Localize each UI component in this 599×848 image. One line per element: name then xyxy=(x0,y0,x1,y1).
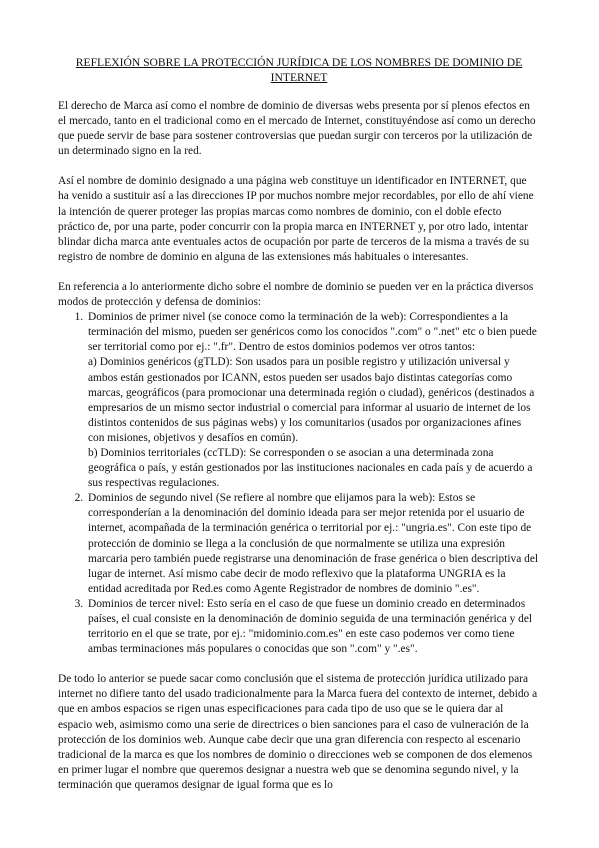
paragraph-domain-name: Así el nombre de dominio designado a una página web constituye un identificador en INTERNET, que ha venido a sustituir así a las direcciones IP por muchos nombre mejor recordables, por ello de ahí viene la intención de querer proteger las propias marcas como nombres de dominio, con el doble efecto práctico de, por una parte, poder concurrir con la propia marca en INTERNET y, por otro lado, intentar blindar dicha marca ante eventuales actos de ocupación por parte de terceros de la misma a través de su registro de nombre de dominio en alguna de las extensiones más habituales o interesantes. xyxy=(58,175,534,263)
list-intro: En referencia a lo anteriormente dicho sobre el nombre de dominio se pueden ver en la práctica diversos modos de protección y defensa de dominios: xyxy=(58,280,534,309)
document-page xyxy=(58,55,540,808)
paragraph-conclusion: De todo lo anterior se puede sacar como conclusión que el sistema de protección jurídica utilizado para internet no difiere tanto del usado tradicionalmente para la Marca fuera del contexto de internet, debido a que en ambos espacios se rigen unas especificaciones para cada tipo de uso que se le quiera dar al espacio web, asimismo como una serie de directrices o bien sanciones para el caso de vulneración de la protección de los dominios web. Aunque cabe decir que una gran diferencia con respecto al escenario tradicional de la marca es que los nombres de dominio o direcciones web se componen de dos elemenos en primer lugar el nombre que queremos designar a nuestra web que se denomina segundo nivel, y la terminación que queramos designar de igual forma que es lo xyxy=(58,673,538,791)
list-item-second-level-text: Dominios de segundo nivel (Se refiere al nombre que elijamos para la web): Estos se corresponderían a la denominación del dominio ideada para ser mejor retenida por el usuario de internet, acompañada de la terminación genérica o territorial por ej.: "ungria.es". Con este tipo de protección de dominio se llega a la conclusión de que normalmente se utiliza una expresión marcaria pero también puede registrarse una denominación de frase genérica o bien descriptiva del lugar de internet. Así mismo cabe decir de modo reflexivo que la plataforma UNGRIA es la entidad acreditada por Red.es como Agente Registrador de nombres de dominio ".es". xyxy=(88,492,539,595)
domain-levels-list xyxy=(58,310,540,657)
document-title: REFLEXIÓN SOBRE LA PROTECCIÓN JURÍDICA DE LOS NOMBRES DE DOMINIO DE INTERNET xyxy=(75,56,523,84)
list-item-generic-domains: a) Dominios genéricos (gTLD): Son usados para un posible registro y utilización universal y ambos están gestionados por ICANN, estos pueden ser usados bajo distintas categorías como marcas, geográficos (para promocionar una determinada región o ciudad), genéricos (destinados a empresarios de un mismo sector industrial o comercial para informar al usuario de internet de los distintos contenidos de sus páginas webs) y los comunitarios (usados por organizaciones afines con misiones, objetivos y desafíos en común). xyxy=(88,356,535,444)
list-item-third-level-text: Dominios de tercer nivel: Esto sería en el caso de que fuese un dominio creado en determinados países, el cual consiste en la denominación de dominio seguida de una terminación genérica y del territorio en el que se trate, por ej.: "midominio.com.es" en este caso podemos ver como tiene ambas terminaciones más populares o conocidas que son ".com" y ".es". xyxy=(88,597,533,656)
list-item-second-level xyxy=(86,491,540,597)
list-item-third-level xyxy=(86,597,540,657)
paragraph-intro: El derecho de Marca así como el nombre de dominio de diversas webs presenta por sí plenos efectos en el mercado, tanto en el tradicional como en el mercado de Internet, constituyéndose así como un derecho que puede servir de base para sostener controversias que puedan surgir con terceros por la utilización de un determinado signo en la red. xyxy=(58,100,536,158)
list-item-first-level xyxy=(86,310,540,491)
list-item-first-level-text: Dominios de primer nivel (se conoce como la terminación de la web): Correspondientes a la terminación del mismo, pueden ser genéricos como los conocidos ".com" o ".net" etc o bien puede ser territorial como por ej.: ".fr". Dentro de estos dominios podemos ver otros tantos: xyxy=(88,311,537,354)
list-item-territorial-domains: b) Dominios territoriales (ccTLD): Se corresponden o se asocian a una determinada zona geográfica o país, y están gestionados por las instituciones nacionales en cada país y de acuerdo a sus respectivas regulaciones. xyxy=(88,446,533,490)
